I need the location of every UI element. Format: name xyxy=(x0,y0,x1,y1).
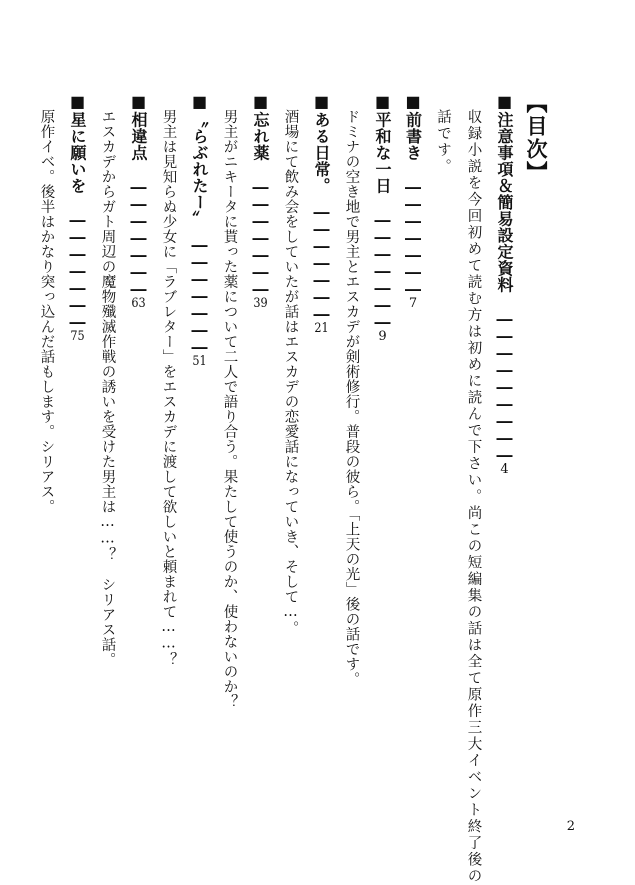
toc-entry-title: ■前書き xyxy=(403,92,423,161)
toc-page-number: 4 xyxy=(500,462,509,476)
toc-entry-title: ■忘れ薬 xyxy=(251,92,270,161)
toc-entry xyxy=(245,92,276,832)
toc-page-number: 21 xyxy=(314,321,329,335)
toc-leader-dashes: ――――――― xyxy=(312,202,331,322)
toc-entry-description: 男主がニキータに貰った薬について二人で語り合う。果たして使うのか、使わないのか？ xyxy=(221,109,238,710)
toc-entry-description: ドミナの空き地で男主とエスカデが剣術修行。普段の彼ら。「上天の光」後の話です。 xyxy=(343,109,360,688)
toc-entry xyxy=(62,92,93,832)
toc-entry xyxy=(367,92,398,832)
toc-page-number: 75 xyxy=(70,329,85,343)
toc-entry xyxy=(306,92,337,832)
toc-leader-dashes: ――――――――― xyxy=(495,309,514,463)
toc-page-number: 9 xyxy=(378,329,387,343)
toc-page-number: 51 xyxy=(192,354,207,368)
toc-entry-description: 原作イベ。後半はかなり突っ込んだ話もします。シリアス。 xyxy=(38,109,55,515)
toc-entry-title: ■星に願いを xyxy=(68,92,87,194)
page-number: 2 xyxy=(566,819,575,834)
toc-entry-description: 話です。 xyxy=(435,109,451,176)
toc-entry xyxy=(489,92,520,832)
toc-entry-title: ■〝らぶれたー〟 xyxy=(190,92,209,219)
toc-leader-dashes: ――――――― xyxy=(68,210,87,330)
toc-leader-dashes: ――――――― xyxy=(190,235,209,355)
toc-page-number: 7 xyxy=(408,296,418,310)
toc-title: 【目次】 xyxy=(524,92,549,184)
toc-entry xyxy=(123,92,154,832)
toc-entry-description: 収録小説を今回初めて読む方は初めに読んで下さい。尚この短編集の話は全て原作三大イベント終了後の xyxy=(465,109,482,885)
toc-entry-title: ■ある日常。 xyxy=(312,92,331,186)
toc-entry-description: 男主は見知らぬ少女に「ラブレター」をエスカデに渡して欲しいと頼まれて……？ xyxy=(160,109,177,668)
toc-entry-title: ■注意事項＆簡易設定資料 xyxy=(495,92,514,293)
toc-leader-dashes: ――――――― xyxy=(251,177,270,297)
toc-entry xyxy=(397,92,428,832)
toc-entry-title: ■平和な一日 xyxy=(373,92,392,194)
toc-page-number: 39 xyxy=(253,296,268,310)
toc-page-number: 63 xyxy=(131,296,146,310)
toc-entry-description: 酒場にて飲み会をしていたが話はエスカデの恋愛話になっていき、そして…。 xyxy=(282,109,299,636)
table-of-contents xyxy=(31,92,553,885)
toc-entry-description: エスカデからガト周辺の魔物殲滅作戦の誘いを受けた男主は……？ シリアス話。 xyxy=(99,109,116,668)
toc-entry-title: ■相違点 xyxy=(129,92,148,161)
toc-leader-dashes: ――――――― xyxy=(373,210,392,330)
toc-leader-dashes: ――――――― xyxy=(129,177,148,297)
toc-entry xyxy=(184,92,215,832)
toc-leader-dashes: ――――――― xyxy=(403,177,423,297)
